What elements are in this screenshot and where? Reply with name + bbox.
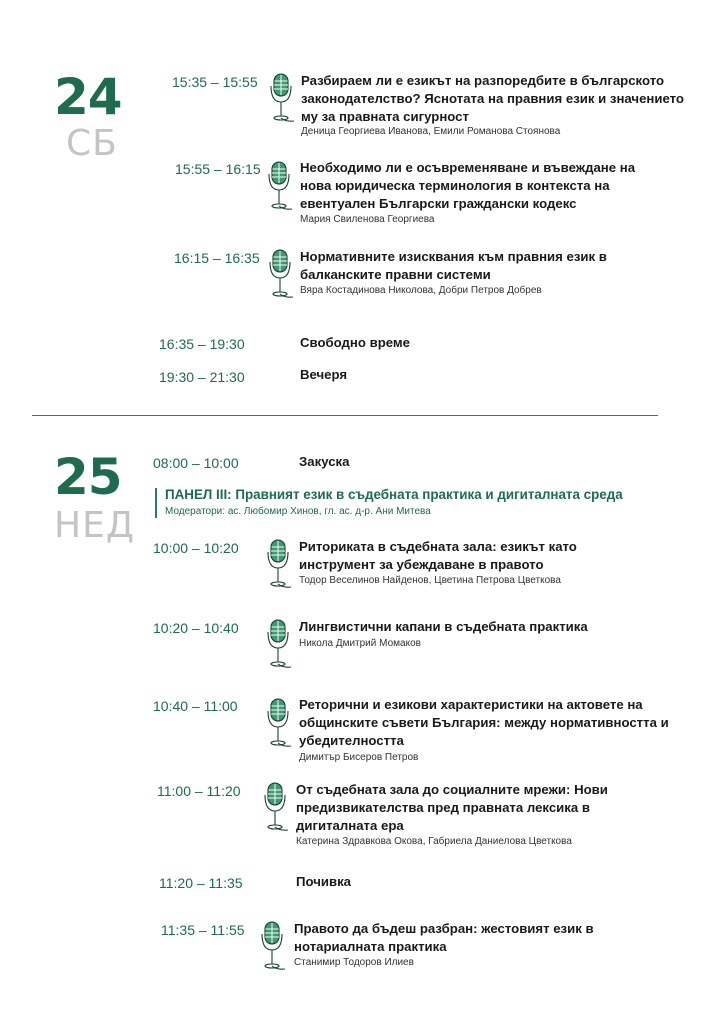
session-time: 15:35 – 15:55 (172, 74, 258, 90)
session-time: 11:35 – 11:55 (161, 922, 245, 938)
session-title: Правото да бъдеш разбран: жестовият език в нотариалната практика (294, 921, 594, 954)
session-title: Реторични и езикови характеристики на актовете на общинските съвети България: между нормативността и убедителността (299, 697, 669, 748)
microphone-icon (265, 697, 293, 751)
microphone-icon (259, 920, 287, 974)
break-time: 16:35 – 19:30 (159, 336, 245, 352)
microphone-icon (268, 72, 296, 126)
session-title: Необходимо ли е осъвременяване и въвеждане на нова юридическа терминология в контекста на евентуален Български граждански кодекс (300, 160, 636, 211)
session-time: 10:40 – 11:00 (153, 698, 238, 714)
panel-title: ПАНЕЛ III: Правният език в съдебната практика и дигиталната среда (165, 487, 623, 502)
break-title: Вечеря (300, 367, 348, 382)
session-title: Лингвистични капани в съдебната практика (299, 619, 588, 634)
rest-title: Почивка (296, 874, 352, 889)
breakfast-time: 08:00 – 10:00 (153, 455, 239, 471)
session-speakers: Станимир Тодоров Илиев (294, 957, 414, 968)
session-title: Риториката в съдебната зала: езикът като инструмент за убеждаване в правото (299, 539, 577, 572)
breakfast-title: Закуска (299, 454, 350, 469)
day-weekday: СБ (66, 123, 118, 164)
session-speakers: Димитър Бисеров Петров (299, 752, 419, 763)
session-title: От съдебната зала до социалните мрежи: Нови предизвикателства пред правната лексика в дигиталната ера (296, 782, 608, 833)
section-divider (32, 415, 658, 416)
session-time: 10:20 – 10:40 (153, 620, 239, 636)
session-time: 10:00 – 10:20 (153, 540, 239, 556)
session-time: 16:15 – 16:35 (174, 250, 260, 266)
session-speakers: Никола Дмитрий Момаков (299, 638, 421, 649)
microphone-icon (267, 248, 295, 302)
session-time: 15:55 – 16:15 (175, 161, 261, 177)
microphone-icon (262, 781, 290, 835)
session-title: Разбираем ли е езикът на разпоредбите в българското законодателство? Яснотата на правния език и значението му за правната сигурност (301, 73, 684, 124)
break-time: 19:30 – 21:30 (159, 369, 245, 385)
rest-time: 11:20 – 11:35 (159, 875, 243, 891)
session-speakers: Катерина Здравкова Окова, Габриела Даниелова Цветкова (296, 836, 572, 847)
session-speakers: Вяра Костадинова Николова, Добри Петров Добрев (300, 285, 542, 296)
day-number: 24 (54, 68, 122, 126)
day-weekday: НЕД (54, 505, 135, 546)
microphone-icon (265, 618, 293, 672)
panel-moderators: Модератори: ас. Любомир Хинов, гл. ас. д-р. Ани Митева (165, 506, 431, 517)
microphone-icon (266, 160, 294, 214)
break-title: Свободно време (300, 335, 411, 350)
session-speakers: Мария Свиленова Георгиева (300, 214, 435, 225)
session-speakers: Тодор Веселинов Найденов, Цветина Петрова Цветкова (299, 575, 561, 586)
session-speakers: Деница Георгиева Иванова, Емили Романова Стоянова (301, 126, 561, 137)
day-number: 25 (54, 448, 122, 506)
session-title: Нормативните изисквания към правния език в балканските правни системи (300, 249, 607, 282)
session-time: 11:00 – 11:20 (157, 783, 241, 799)
microphone-icon (265, 538, 293, 592)
panel-accent-bar (155, 488, 157, 518)
